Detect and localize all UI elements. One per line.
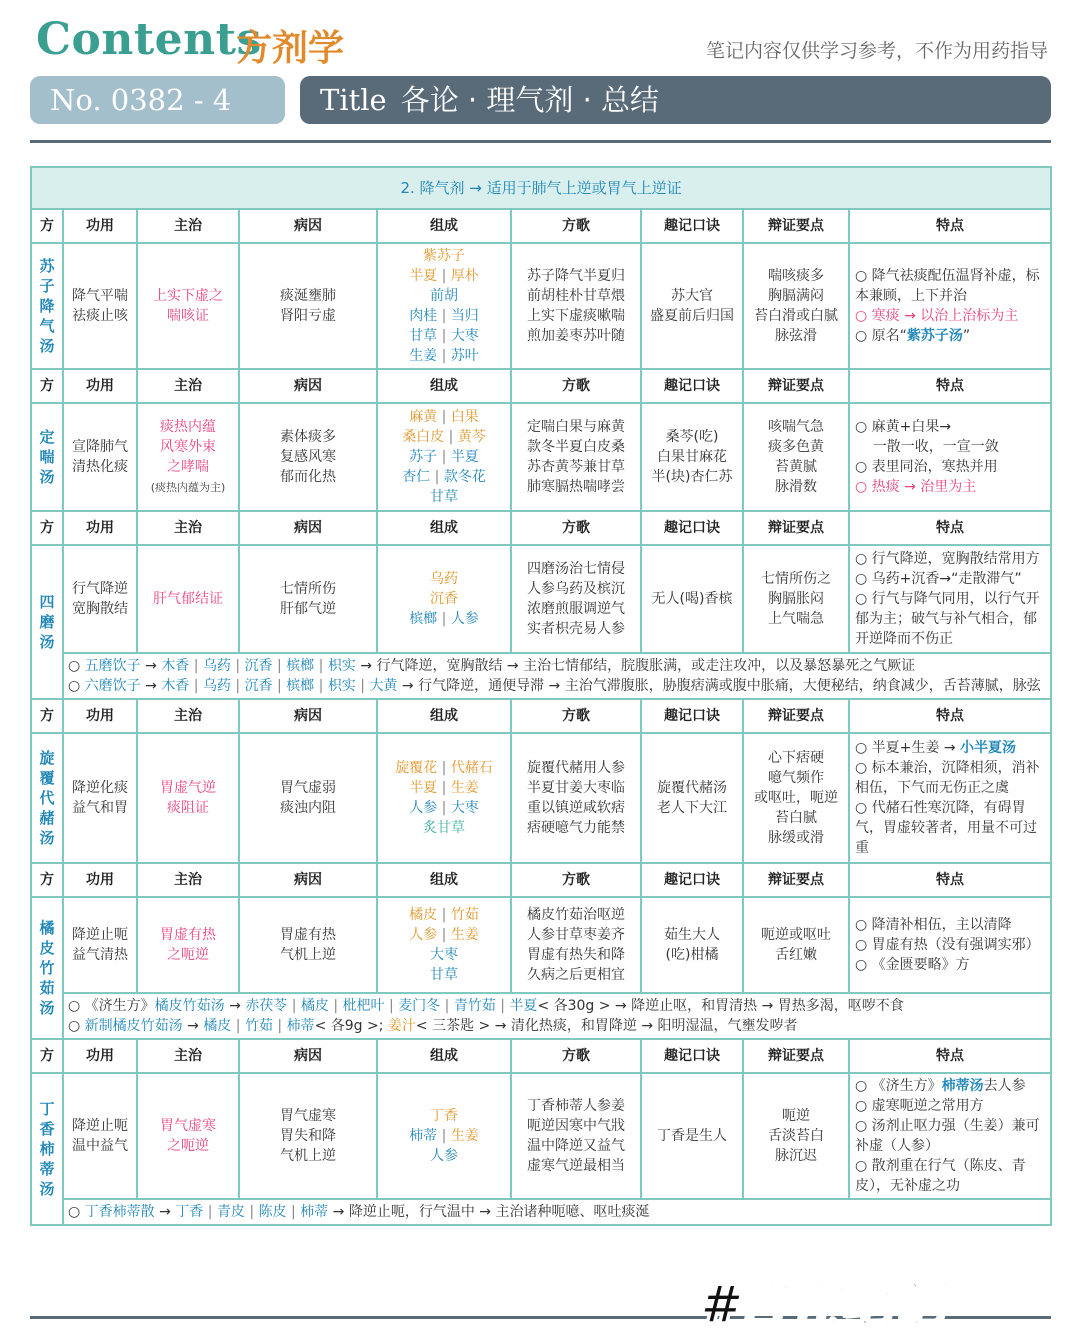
formula-row xyxy=(31,897,1051,993)
col-header: 方 xyxy=(31,511,63,545)
col-header: 特点 xyxy=(849,209,1051,243)
formula-table-wrap xyxy=(30,166,1050,1226)
zucheng-cell: 橘皮 | 竹茹 人参 | 生姜 大枣 甘草 xyxy=(377,897,511,993)
col-header: 病因 xyxy=(239,699,377,733)
gongyong-cell: 降气平喘 祛痰止咳 xyxy=(63,243,137,369)
table-header-row xyxy=(31,511,1051,545)
quji-cell: 丁香是生人 xyxy=(641,1073,743,1199)
col-header: 病因 xyxy=(239,1039,377,1073)
col-header: 趣记口诀 xyxy=(641,699,743,733)
bianzheng-cell: 心下痞硬 噫气频作 或呕吐，呃逆 苔白腻 脉缓或滑 xyxy=(743,733,849,863)
bianzheng-cell: 七情所伤之 胸膈胀闷 上气喘急 xyxy=(743,545,849,653)
bianzheng-cell: 呃逆或呕吐 舌红嫩 xyxy=(743,897,849,993)
col-header: 辩证要点 xyxy=(743,369,849,403)
col-header: 功用 xyxy=(63,699,137,733)
quji-cell: 茹生大人 (吃)柑橘 xyxy=(641,897,743,993)
zhuzhi-cell: 痰热内蕴 风寒外束 之哮喘 (痰热内蕴为主) xyxy=(137,403,239,511)
col-header: 主治 xyxy=(137,699,239,733)
table-header-row xyxy=(31,699,1051,733)
formula-name: 旋 覆 代 赭 汤 xyxy=(31,733,63,863)
bingyin-cell: 胃气虚寒 胃失和降 气机上逆 xyxy=(239,1073,377,1199)
formula-name: 苏 子 降 气 汤 xyxy=(31,243,63,369)
col-header: 辩证要点 xyxy=(743,511,849,545)
related-formulas-row xyxy=(31,1199,1051,1225)
note-title: 各论 · 理气剂 · 总结 xyxy=(400,83,660,117)
gongyong-cell: 降逆化痰 益气和胃 xyxy=(63,733,137,863)
col-header: 主治 xyxy=(137,863,239,897)
col-header: 病因 xyxy=(239,209,377,243)
col-header: 组成 xyxy=(377,863,511,897)
zucheng-cell: 麻黄 | 白果 桑白皮 | 黄芩 苏子 | 半夏 杏仁 | 款冬花 甘草 xyxy=(377,403,511,511)
col-header: 组成 xyxy=(377,369,511,403)
fangge-cell: 四磨汤治七情侵 人参乌药及槟沉 浓磨煎服调逆气 实者枳壳易人参 xyxy=(511,545,641,653)
formula-row xyxy=(31,733,1051,863)
col-header: 主治 xyxy=(137,369,239,403)
col-header: 特点 xyxy=(849,1039,1051,1073)
col-header: 组成 xyxy=(377,209,511,243)
bianzheng-cell: 咳喘气急 痰多色黄 苔黄腻 脉滑数 xyxy=(743,403,849,511)
related-formulas-row xyxy=(31,653,1051,699)
col-header: 趣记口诀 xyxy=(641,863,743,897)
col-header: 功用 xyxy=(63,369,137,403)
col-header: 组成 xyxy=(377,1039,511,1073)
bianzheng-cell: 呃逆 舌淡苔白 脉沉迟 xyxy=(743,1073,849,1199)
fangge-cell: 定喘白果与麻黄 款冬半夏白皮桑 苏杏黄芩兼甘草 肺寒膈热喘哮尝 xyxy=(511,403,641,511)
formula-table xyxy=(30,166,1052,1226)
col-header: 辩证要点 xyxy=(743,863,849,897)
col-header: 方 xyxy=(31,209,63,243)
quji-cell: 旋覆代赭汤 老人下大江 xyxy=(641,733,743,863)
zhuzhi-cell: 肝气郁结证 xyxy=(137,545,239,653)
col-header: 组成 xyxy=(377,511,511,545)
col-header: 特点 xyxy=(849,699,1051,733)
col-header: 趣记口诀 xyxy=(641,209,743,243)
col-header: 主治 xyxy=(137,209,239,243)
formula-name: 橘 皮 竹 茹 汤 xyxy=(31,897,63,1039)
bingyin-cell: 胃气虚弱 痰浊内阻 xyxy=(239,733,377,863)
col-header: 方歌 xyxy=(511,699,641,733)
col-header: 组成 xyxy=(377,699,511,733)
col-header: 功用 xyxy=(63,511,137,545)
formula-row xyxy=(31,1073,1051,1199)
related-formulas-row xyxy=(31,993,1051,1039)
col-header: 辩证要点 xyxy=(743,699,849,733)
col-header: 特点 xyxy=(849,369,1051,403)
related-formulas: ○ 丁香柿蒂散 → 丁香 | 青皮 | 陈皮 | 柿蒂 → 降逆止呃，行气温中 → 主治诸种呃噫、呕吐痰涎 xyxy=(63,1199,1051,1225)
zucheng-cell: 丁香 柿蒂 | 生姜 人参 xyxy=(377,1073,511,1199)
fangge-cell: 旋覆代赭用人参 半夏甘姜大枣临 重以镇逆咸软痞 痞硬噫气力能禁 xyxy=(511,733,641,863)
col-header: 病因 xyxy=(239,369,377,403)
note-number: No. 0382 - 4 xyxy=(30,76,285,124)
formula-row xyxy=(31,545,1051,653)
formula-row xyxy=(31,403,1051,511)
table-header-row xyxy=(31,1039,1051,1073)
col-header: 辩证要点 xyxy=(743,209,849,243)
fangge-cell: 丁香柿蒂人参姜 呃逆因寒中气戕 温中降逆又益气 虚寒气逆最相当 xyxy=(511,1073,641,1199)
watermark-logo: #自在笔记 xyxy=(700,1275,945,1335)
col-header: 病因 xyxy=(239,863,377,897)
note-title-bar xyxy=(300,76,1051,124)
section-caption: 2. 降气剂 → 适用于肺气上逆或胃气上逆证 xyxy=(31,167,1051,209)
fangge-cell: 苏子降气半夏归 前胡桂朴甘草煨 上实下虚痰嗽喘 煎加姜枣苏叶随 xyxy=(511,243,641,369)
gongyong-cell: 行气降逆 宽胸散结 xyxy=(63,545,137,653)
header-contents: Contents xyxy=(36,14,262,65)
zucheng-cell: 旋覆花 | 代赭石 半夏 | 生姜 人参 | 大枣 炙甘草 xyxy=(377,733,511,863)
col-header: 方 xyxy=(31,863,63,897)
col-header: 功用 xyxy=(63,209,137,243)
col-header: 方歌 xyxy=(511,209,641,243)
header-subject: 方剂学 xyxy=(236,28,345,69)
table-header-row xyxy=(31,369,1051,403)
formula-row xyxy=(31,243,1051,369)
zucheng-cell: 紫苏子 半夏 | 厚朴 前胡 肉桂 | 当归 甘草 | 大枣 生姜 | 苏叶 xyxy=(377,243,511,369)
related-formulas: ○ 《济生方》橘皮竹茹汤 → 赤茯苓 | 橘皮 | 枇杷叶 | 麦门冬 | 青竹茹 | 半夏< 各30g > → 降逆止呕，和胃清热 → 胃热多渴，呕哕不食 ○ 新制橘皮竹茹汤 → 橘皮 | 竹茹 | 柿蒂< 各9g >; 姜汁< 三茶匙 > → 清化热痰，和胃降逆 → 阳明湿温，气壅发哕者 xyxy=(63,993,1051,1039)
gongyong-cell: 降逆止呃 温中益气 xyxy=(63,1073,137,1199)
zucheng-cell: 乌药 沉香 槟榔 | 人参 xyxy=(377,545,511,653)
header-disclaimer: 笔记内容仅供学习参考，不作为用药指导 xyxy=(705,40,1048,62)
col-header: 趣记口诀 xyxy=(641,511,743,545)
col-header: 趣记口诀 xyxy=(641,369,743,403)
table-header-row xyxy=(31,863,1051,897)
tedian-cell: ○ 《济生方》柿蒂汤去人参 ○ 虚寒呃逆之常用方 ○ 汤剂止呕力强（生姜）兼可补虚（人参） ○ 散剂重在行气（陈皮、青皮），无补虚之功 xyxy=(849,1073,1051,1199)
col-header: 趣记口诀 xyxy=(641,1039,743,1073)
col-header: 方歌 xyxy=(511,511,641,545)
tedian-cell: ○ 行气降逆，宽胸散结常用方 ○ 乌药+沉香→“走散滞气” ○ 行气与降气同用，以行气开郁为主；破气与补气相合，郁开逆降而不伤正 xyxy=(849,545,1051,653)
tedian-cell: ○ 麻黄+白果→ 一散一收，一宣一敛 ○ 表里同治，寒热并用 ○ 热痰 → 治里为主 xyxy=(849,403,1051,511)
formula-name: 四 磨 汤 xyxy=(31,545,63,699)
bingyin-cell: 胃虚有热 气机上逆 xyxy=(239,897,377,993)
bingyin-cell: 七情所伤 肝郁气逆 xyxy=(239,545,377,653)
quji-cell: 桑芩(吃) 白果甘麻花 半(块)杏仁苏 xyxy=(641,403,743,511)
related-formulas: ○ 五磨饮子 → 木香 | 乌药 | 沉香 | 槟榔 | 枳实 → 行气降逆，宽胸散结 → 主治七情郁结，脘腹胀满，或走注攻冲，以及暴怒暴死之气厥证 ○ 六磨饮子 → 木香 | 乌药 | 沉香 | 槟榔 | 枳实 | 大黄 → 行气降逆，通便导滞 → 主治气滞腹胀，胁腹痞满或腹中胀痛，大便秘结，纳食减少，舌苔薄腻，脉弦 xyxy=(63,653,1051,699)
gongyong-cell: 降逆止呃 益气清热 xyxy=(63,897,137,993)
col-header: 方歌 xyxy=(511,369,641,403)
quji-cell: 无人(喝)香槟 xyxy=(641,545,743,653)
zhuzhi-cell: 上实下虚之 喘咳证 xyxy=(137,243,239,369)
tedian-cell: ○ 降清补相伍，主以清降 ○ 胃虚有热（没有强调实邪） ○ 《金匮要略》方 xyxy=(849,897,1051,993)
table-header-row xyxy=(31,209,1051,243)
formula-name: 定 喘 汤 xyxy=(31,403,63,511)
col-header: 主治 xyxy=(137,1039,239,1073)
zhuzhi-cell: 胃气虚寒 之呃逆 xyxy=(137,1073,239,1199)
bingyin-cell: 痰涎壅肺 肾阳亏虚 xyxy=(239,243,377,369)
col-header: 方 xyxy=(31,1039,63,1073)
col-header: 方 xyxy=(31,369,63,403)
title-label: Title xyxy=(320,83,387,117)
col-header: 辩证要点 xyxy=(743,1039,849,1073)
col-header: 主治 xyxy=(137,511,239,545)
quji-cell: 苏大官 盛夏前后归国 xyxy=(641,243,743,369)
tedian-cell: ○ 半夏+生姜 → 小半夏汤 ○ 标本兼治，沉降相须，消补相伍，下气而无伤正之虞 ○ 代赭石性寒沉降，有碍胃气，胃虚较著者，用量不可过重 xyxy=(849,733,1051,863)
col-header: 病因 xyxy=(239,511,377,545)
col-header: 功用 xyxy=(63,863,137,897)
bingyin-cell: 素体痰多 复感风寒 郁而化热 xyxy=(239,403,377,511)
fangge-cell: 橘皮竹茹治呕逆 人参甘草枣姜齐 胃虚有热失和降 久病之后更相宜 xyxy=(511,897,641,993)
tedian-cell: ○ 降气祛痰配伍温肾补虚，标本兼顾，上下并治 ○ 寒痰 → 以治上治标为主 ○ 原名“紫苏子汤” xyxy=(849,243,1051,369)
col-header: 方歌 xyxy=(511,1039,641,1073)
col-header: 功用 xyxy=(63,1039,137,1073)
col-header: 特点 xyxy=(849,863,1051,897)
zhuzhi-cell: 胃虚气逆 痰阻证 xyxy=(137,733,239,863)
zhuzhi-cell: 胃虚有热 之呃逆 xyxy=(137,897,239,993)
col-header: 方歌 xyxy=(511,863,641,897)
col-header: 方 xyxy=(31,699,63,733)
divider-top xyxy=(30,140,1051,143)
gongyong-cell: 宣降肺气 清热化痰 xyxy=(63,403,137,511)
bianzheng-cell: 喘咳痰多 胸膈满闷 苔白滑或白腻 脉弦滑 xyxy=(743,243,849,369)
formula-name: 丁 香 柿 蒂 汤 xyxy=(31,1073,63,1225)
col-header: 特点 xyxy=(849,511,1051,545)
